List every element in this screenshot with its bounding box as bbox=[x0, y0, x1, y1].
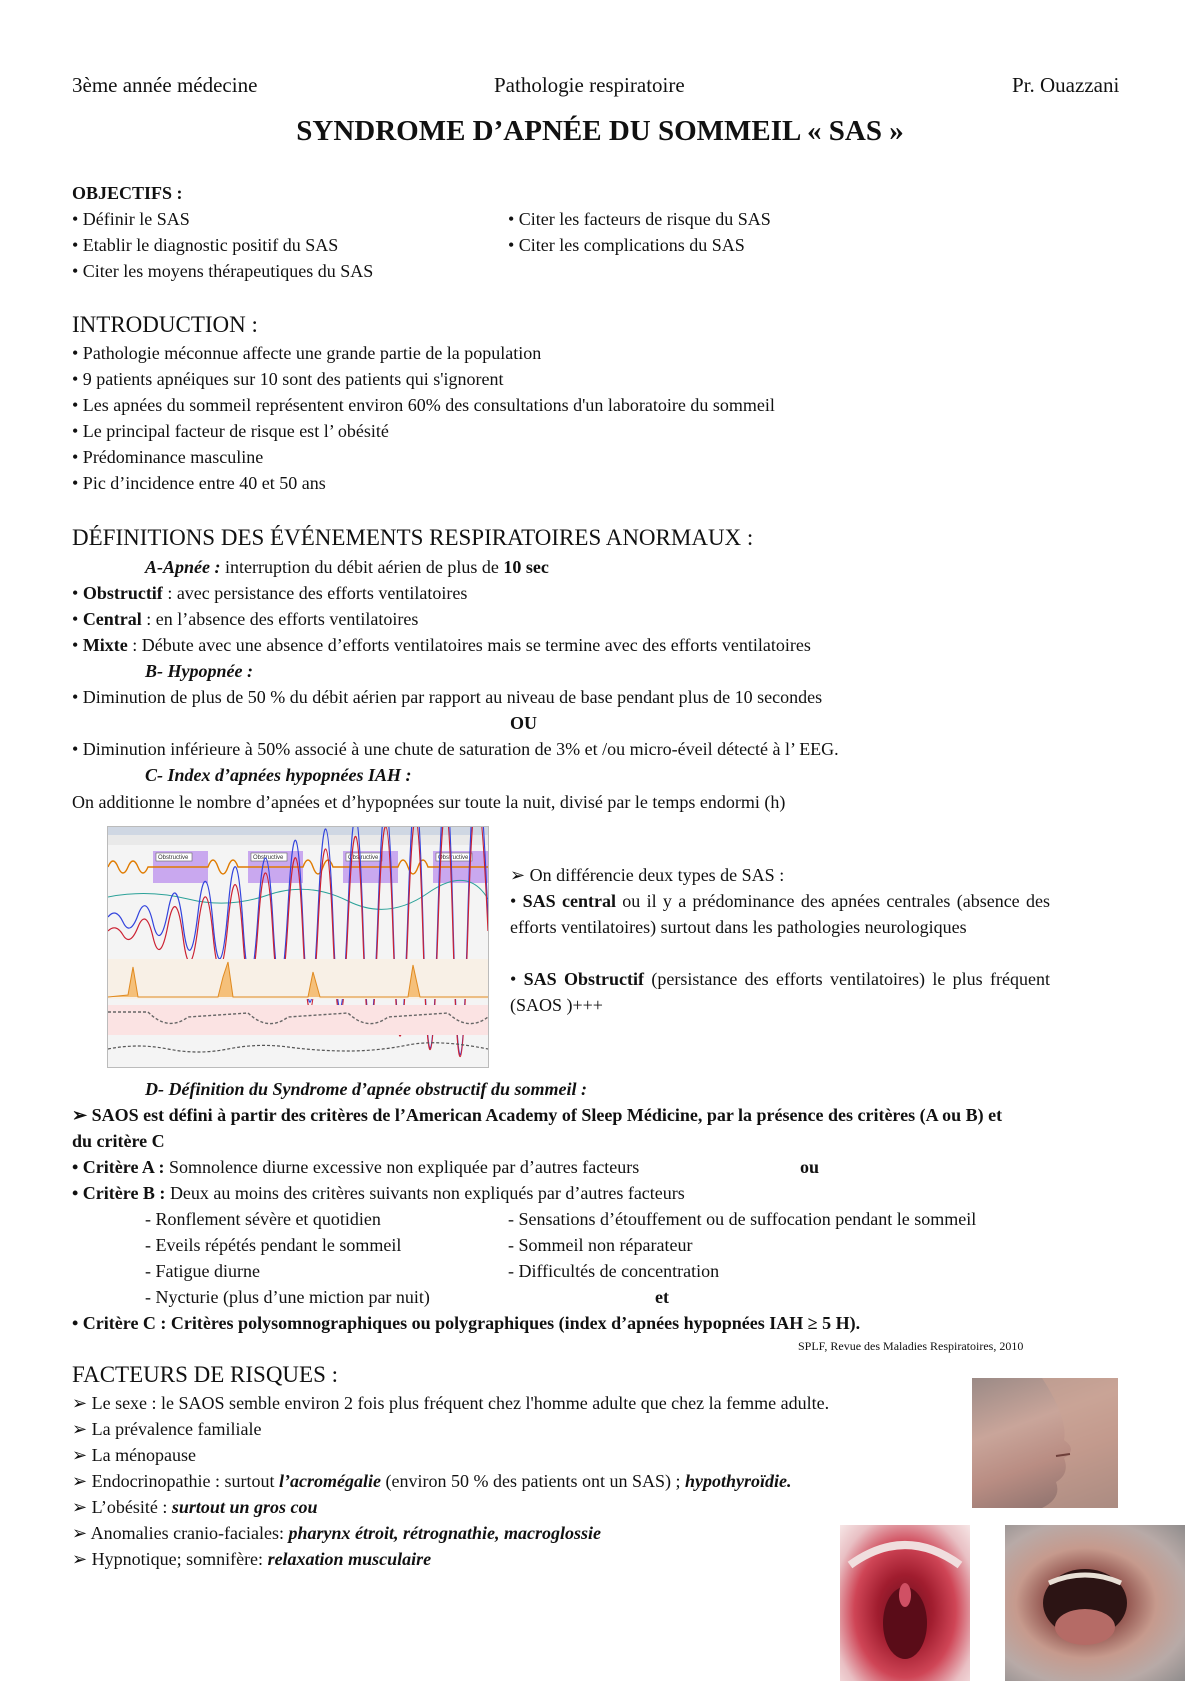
list-item: • Le principal facteur de risque est l’ obésité bbox=[72, 421, 389, 441]
list-item: ➢ Le sexe : le SAOS semble environ 2 fois plus fréquent chez l'homme adulte que chez la femme adulte. bbox=[72, 1393, 830, 1413]
list-item: • Mixte : Débute avec une absence d’efforts ventilatoires mais se termine avec des efforts ventilatoires bbox=[72, 635, 811, 655]
iah-text: On additionne le nombre d’apnées et d’hypopnées sur toute la nuit, divisé par le temps endormi (h) bbox=[72, 792, 786, 812]
hypopnee-criterion-2: • Diminution inférieure à 50% associé à une chute de saturation de 3% et /ou micro-éveil détecté à l’ EEG. bbox=[72, 739, 839, 759]
saos-definition-line1: ➢ SAOS est défini à partir des critères de l’American Academy of Sleep Médicine, par la présence des critères (A ou B) et bbox=[72, 1105, 1003, 1125]
facteurs-list bbox=[72, 1390, 829, 1572]
sas-central-paragraph: • SAS central ou il y a prédominance des apnées centrales (absence des efforts ventilatoires) surtout dans les pathologies neurologiques bbox=[510, 891, 1050, 937]
list-item: ➢ Hypnotique; somnifère: relaxation musculaire bbox=[72, 1549, 432, 1569]
sas-types-intro: ➢ On différencie deux types de SAS : bbox=[510, 865, 785, 885]
polysomnography-trace bbox=[108, 827, 488, 1067]
list-item: - Fatigue diurne bbox=[145, 1261, 260, 1281]
list-item: • Définir le SAS bbox=[72, 209, 190, 229]
introduction-list bbox=[72, 340, 775, 496]
list-item: - Sommeil non réparateur bbox=[508, 1235, 693, 1255]
saos-definition-label: D- Définition du Syndrome d’apnée obstructif du sommeil : bbox=[145, 1079, 588, 1099]
apnee-text: interruption du débit aérien de plus de bbox=[220, 557, 504, 577]
obstructive-label: Obstructive bbox=[348, 855, 379, 861]
list-item: • Central : en l’absence des efforts ventilatoires bbox=[72, 609, 419, 629]
source-citation: SPLF, Revue des Maladies Respiratoires, 2010 bbox=[798, 1339, 1024, 1353]
list-item: ➢ La prévalence familiale bbox=[72, 1419, 262, 1439]
list-item: • Pic d’incidence entre 40 et 50 ans bbox=[72, 473, 326, 493]
header-course: 3ème année médecine bbox=[72, 73, 258, 97]
apnee-definition bbox=[145, 554, 549, 580]
list-item: - Sensations d’étouffement ou de suffocation pendant le sommeil bbox=[508, 1209, 977, 1229]
criterion-a: • Critère A : Somnolence diurne excessive non expliquée par d’autres facteurs bbox=[72, 1157, 640, 1177]
throat-photo bbox=[840, 1525, 970, 1681]
obstructive-label: Obstructive bbox=[158, 855, 189, 861]
list-item: - Nycturie (plus d’une miction par nuit) bbox=[145, 1287, 430, 1307]
list-item: - Eveils répétés pendant le sommeil bbox=[145, 1235, 402, 1255]
list-item: • Les apnées du sommeil représentent environ 60% des consultations d'un laboratoire du sommeil bbox=[72, 395, 775, 415]
list-item: ➢ L’obésité : surtout un gros cou bbox=[72, 1497, 318, 1517]
hypopnee-label: B- Hypopnée : bbox=[145, 661, 253, 681]
iah-label: C- Index d’apnées hypopnées IAH : bbox=[145, 765, 412, 785]
sas-central-name: SAS central bbox=[522, 891, 616, 911]
list-item: • Citer les complications du SAS bbox=[508, 235, 745, 255]
definitions-heading: DÉFINITIONS DES ÉVÉNEMENTS RESPIRATOIRES ANORMAUX : bbox=[72, 525, 754, 550]
apnee-value: 10 sec bbox=[503, 557, 549, 577]
objectifs-left-list bbox=[72, 206, 373, 284]
header-subject: Pathologie respiratoire bbox=[494, 73, 685, 97]
or-separator: OU bbox=[510, 713, 537, 733]
criterion-b-right-list bbox=[508, 1206, 976, 1284]
list-item: • Etablir le diagnostic positif du SAS bbox=[72, 235, 339, 255]
list-item: • Citer les moyens thérapeutiques du SAS bbox=[72, 261, 374, 281]
apnee-types-list bbox=[72, 580, 811, 658]
obstructive-label: Obstructive bbox=[253, 855, 284, 861]
facteurs-heading: FACTEURS DE RISQUES : bbox=[72, 1362, 339, 1387]
list-item: • Prédominance masculine bbox=[72, 447, 264, 467]
criterion-b-left-list bbox=[145, 1206, 430, 1310]
list-item: • Citer les facteurs de risque du SAS bbox=[508, 209, 771, 229]
polysomnography-figure bbox=[107, 826, 489, 1068]
and-connector: et bbox=[655, 1287, 669, 1307]
obstructive-label: Obstructive bbox=[438, 855, 469, 861]
criterion-b: • Critère B : Deux au moins des critères suivants non expliqués par d’autres facteurs bbox=[72, 1183, 685, 1203]
list-item: • Pathologie méconnue affecte une grande partie de la population bbox=[72, 343, 542, 363]
objectifs-heading: OBJECTIFS : bbox=[72, 183, 183, 203]
apnee-label: A-Apnée : bbox=[145, 557, 221, 577]
list-item: - Difficultés de concentration bbox=[508, 1261, 720, 1281]
criterion-c: • Critère C : Critères polysomnographiques ou polygraphiques (index d’apnées hypopnées IAH ≥ 5 H). bbox=[72, 1313, 861, 1333]
face-profile-photo bbox=[972, 1378, 1118, 1508]
open-mouth-photo bbox=[1005, 1525, 1185, 1681]
list-item: ➢ Anomalies cranio-faciales: pharynx étroit, rétrognathie, macroglossie bbox=[72, 1523, 602, 1543]
page-title: SYNDROME D’APNÉE DU SOMMEIL « SAS » bbox=[296, 115, 904, 147]
sas-obstructif-name: SAS Obstructif bbox=[523, 969, 645, 989]
header-author: Pr. Ouazzani bbox=[1012, 73, 1120, 97]
introduction-heading: INTRODUCTION : bbox=[72, 312, 258, 337]
list-item: • Obstructif : avec persistance des efforts ventilatoires bbox=[72, 583, 468, 603]
list-item: ➢ La ménopause bbox=[72, 1445, 197, 1465]
or-connector: ou bbox=[800, 1157, 820, 1177]
list-item: - Ronflement sévère et quotidien bbox=[145, 1209, 381, 1229]
list-item: ➢ Endocrinopathie : surtout l’acromégalie (environ 50 % des patients ont un SAS) ; hypothyroïdie. bbox=[72, 1471, 792, 1491]
list-item: • 9 patients apnéiques sur 10 sont des patients qui s'ignorent bbox=[72, 369, 504, 389]
hypopnee-criterion-1: • Diminution de plus de 50 % du débit aérien par rapport au niveau de base pendant plus de 10 secondes bbox=[72, 687, 823, 707]
saos-definition-line2: du critère C bbox=[72, 1131, 165, 1151]
objectifs-right-list bbox=[508, 206, 771, 258]
sas-obstructif-paragraph: • SAS Obstructif (persistance des efforts ventilatoires) le plus fréquent (SAOS )+++ bbox=[510, 969, 1050, 1015]
